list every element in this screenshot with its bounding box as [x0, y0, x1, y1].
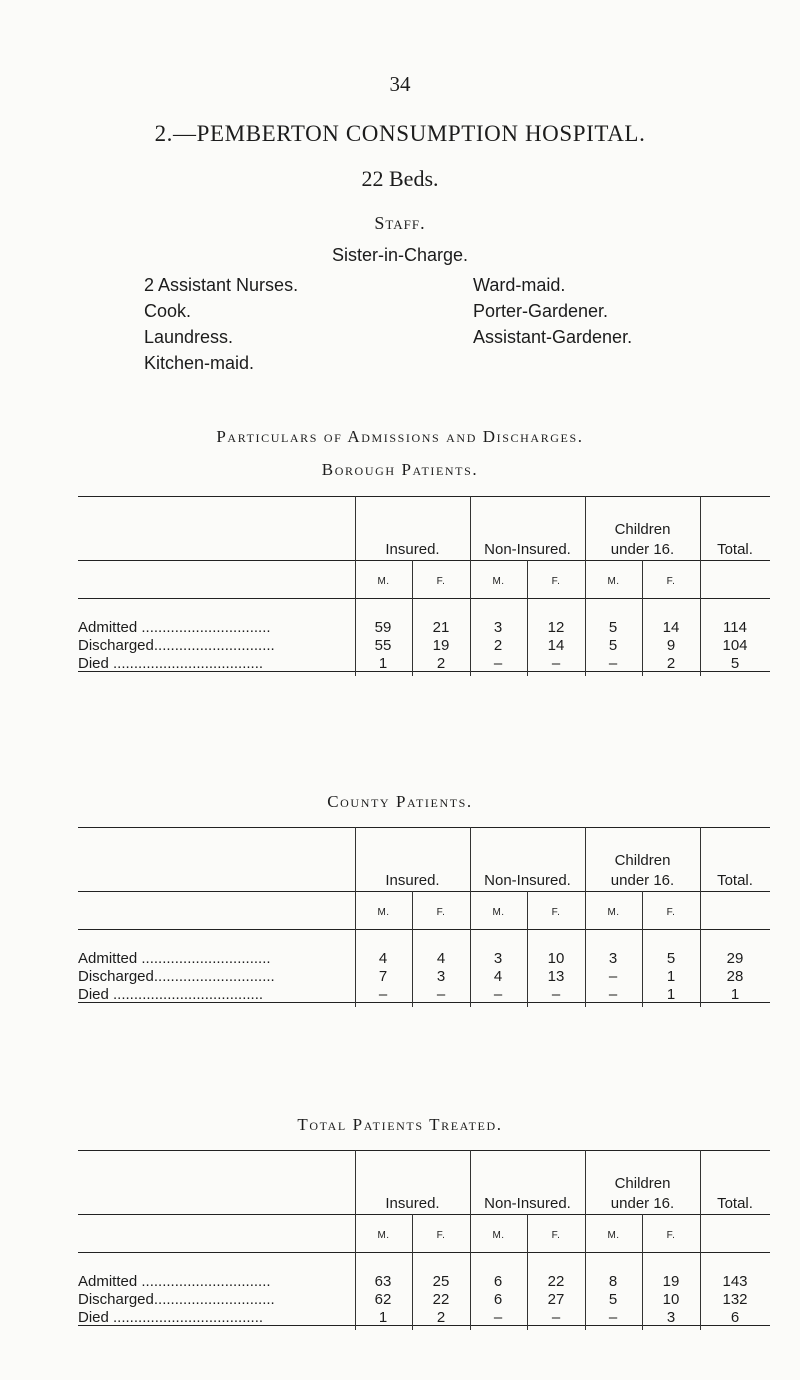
table-rule-top	[78, 1150, 770, 1151]
table-cell: 3	[666, 1309, 676, 1326]
table-cell: 1	[666, 968, 676, 985]
table-rule-header	[78, 560, 770, 561]
subheader-sex: F.	[666, 576, 676, 587]
header-children-line2: under 16.	[610, 1195, 675, 1212]
row-label: Admitted ...............................	[78, 619, 271, 636]
table-cell: 12	[547, 619, 565, 636]
table-cell: 104	[722, 637, 748, 654]
table-cell: 14	[547, 637, 565, 654]
table-cell: 5	[730, 655, 740, 672]
table-cell: 13	[547, 968, 565, 985]
table-rule-subheader	[78, 1252, 770, 1253]
particulars-heading: Particulars of Admissions and Discharges.	[216, 427, 584, 446]
table-cell: 5	[608, 619, 618, 636]
table-cell: 4	[436, 950, 446, 967]
table-cell: 7	[378, 968, 388, 985]
table-cell: 2	[436, 655, 446, 672]
table-rule-header	[78, 891, 770, 892]
table-rule-subheader	[78, 598, 770, 599]
table-cell: 3	[608, 950, 618, 967]
header-total: Total.	[717, 872, 753, 889]
table-cell: 22	[547, 1273, 565, 1290]
table-column-rule	[700, 1150, 701, 1330]
table-rule-top	[78, 496, 770, 497]
subheader-sex: F.	[436, 907, 446, 918]
table-rule-header	[78, 1214, 770, 1215]
table-cell: 25	[432, 1273, 450, 1290]
table-cell: 14	[662, 619, 680, 636]
table-cell: –	[551, 1309, 561, 1326]
header-non-insured: Non-Insured.	[484, 541, 571, 558]
table-cell: 4	[493, 968, 503, 985]
row-label: Discharged.............................	[78, 637, 275, 654]
staff-charge: Sister-in-Charge.	[331, 245, 469, 265]
header-total: Total.	[717, 1195, 753, 1212]
table-cell: 3	[436, 968, 446, 985]
table-cell: –	[378, 986, 388, 1003]
table-cell: 6	[493, 1291, 503, 1308]
row-label: Discharged.............................	[78, 1291, 275, 1308]
table-cell: 6	[493, 1273, 503, 1290]
county-table	[0, 827, 800, 1057]
table-cell: 28	[726, 968, 744, 985]
subheader-sex: M.	[377, 1230, 390, 1241]
page-title: 2.—PEMBERTON CONSUMPTION HOSPITAL.	[154, 121, 646, 146]
subheader-sex: M.	[377, 576, 390, 587]
row-label: Died ....................................	[78, 655, 264, 672]
table-column-rule	[700, 827, 701, 1007]
table-cell: 3	[493, 950, 503, 967]
row-label: Died ....................................	[78, 986, 264, 1003]
table-cell: 2	[493, 637, 503, 654]
table-cell: 10	[547, 950, 565, 967]
staff-item: Ward-maid.	[473, 275, 566, 295]
table-cell: –	[608, 1309, 618, 1326]
table-rule-subheader	[78, 929, 770, 930]
table-column-rule	[700, 496, 701, 676]
table-cell: 4	[378, 950, 388, 967]
total-heading: Total Patients Treated.	[297, 1115, 503, 1134]
table-cell: 1	[378, 1309, 388, 1326]
borough-table	[0, 496, 800, 726]
row-label: Admitted ...............................	[78, 950, 271, 967]
subheader-sex: F.	[436, 1230, 446, 1241]
subheader-sex: M.	[492, 1230, 505, 1241]
row-label: Discharged.............................	[78, 968, 275, 985]
header-children-line1: Children	[614, 852, 671, 869]
table-cell: 5	[666, 950, 676, 967]
total-table	[0, 1150, 800, 1380]
table-cell: –	[436, 986, 446, 1003]
subheader-sex: F.	[551, 1230, 561, 1241]
staff-item: 2 Assistant Nurses.	[144, 275, 299, 295]
table-cell: –	[493, 986, 503, 1003]
subheader-sex: M.	[607, 576, 620, 587]
table-cell: 6	[730, 1309, 740, 1326]
header-children-line2: under 16.	[610, 872, 675, 889]
table-cell: 1	[730, 986, 740, 1003]
borough-heading: Borough Patients.	[321, 460, 479, 479]
subheader-sex: M.	[492, 576, 505, 587]
table-cell: –	[551, 986, 561, 1003]
header-total: Total.	[717, 541, 753, 558]
table-cell: 21	[432, 619, 450, 636]
county-heading: County Patients.	[327, 792, 473, 811]
table-cell: –	[608, 655, 618, 672]
table-cell: 27	[547, 1291, 565, 1308]
header-non-insured: Non-Insured.	[484, 1195, 571, 1212]
page-number: 34	[389, 72, 411, 96]
staff-item: Porter-Gardener.	[473, 301, 609, 321]
staff-list-right	[473, 272, 632, 350]
beds-count: 22 Beds.	[361, 166, 439, 191]
staff-item: Assistant-Gardener.	[473, 327, 633, 347]
header-insured: Insured.	[385, 541, 440, 558]
row-label: Admitted ...............................	[78, 1273, 271, 1290]
subheader-sex: M.	[492, 907, 505, 918]
subheader-sex: F.	[436, 576, 446, 587]
table-cell: 22	[432, 1291, 450, 1308]
table-cell: 2	[666, 655, 676, 672]
subheader-sex: M.	[607, 907, 620, 918]
table-cell: 143	[722, 1273, 748, 1290]
header-non-insured: Non-Insured.	[484, 872, 571, 889]
subheader-sex: F.	[666, 1230, 676, 1241]
table-cell: –	[493, 655, 503, 672]
table-cell: 132	[722, 1291, 748, 1308]
staff-item: Laundress.	[144, 327, 234, 347]
subheader-sex: F.	[666, 907, 676, 918]
table-cell: 59	[374, 619, 392, 636]
table-cell: 5	[608, 1291, 618, 1308]
table-cell: 114	[723, 619, 747, 636]
subheader-sex: M.	[377, 907, 390, 918]
table-cell: 10	[662, 1291, 680, 1308]
header-children-line2: under 16.	[610, 541, 675, 558]
table-cell: 8	[608, 1273, 618, 1290]
table-cell: 2	[436, 1309, 446, 1326]
table-cell: 3	[493, 619, 503, 636]
table-rule-top	[78, 827, 770, 828]
header-children-line1: Children	[614, 1175, 671, 1192]
table-cell: 63	[374, 1273, 392, 1290]
subheader-sex: F.	[551, 576, 561, 587]
table-cell: 1	[666, 986, 676, 1003]
subheader-sex: M.	[607, 1230, 620, 1241]
header-insured: Insured.	[385, 872, 440, 889]
table-cell: –	[608, 968, 618, 985]
staff-item: Cook.	[144, 301, 192, 321]
table-cell: 1	[378, 655, 388, 672]
table-cell: –	[493, 1309, 503, 1326]
subheader-sex: F.	[551, 907, 561, 918]
header-insured: Insured.	[385, 1195, 440, 1212]
table-cell: –	[551, 655, 561, 672]
table-cell: 29	[726, 950, 744, 967]
table-cell: 9	[666, 637, 676, 654]
staff-heading: Staff.	[374, 213, 426, 233]
table-cell: 19	[432, 637, 450, 654]
header-children-line1: Children	[614, 521, 671, 538]
staff-list-left	[144, 272, 298, 376]
table-cell: 5	[608, 637, 618, 654]
row-label: Died ....................................	[78, 1309, 264, 1326]
staff-item: Kitchen-maid.	[144, 353, 255, 373]
table-cell: 55	[374, 637, 392, 654]
table-cell: 19	[662, 1273, 680, 1290]
table-cell: 62	[374, 1291, 392, 1308]
table-cell: –	[608, 986, 618, 1003]
